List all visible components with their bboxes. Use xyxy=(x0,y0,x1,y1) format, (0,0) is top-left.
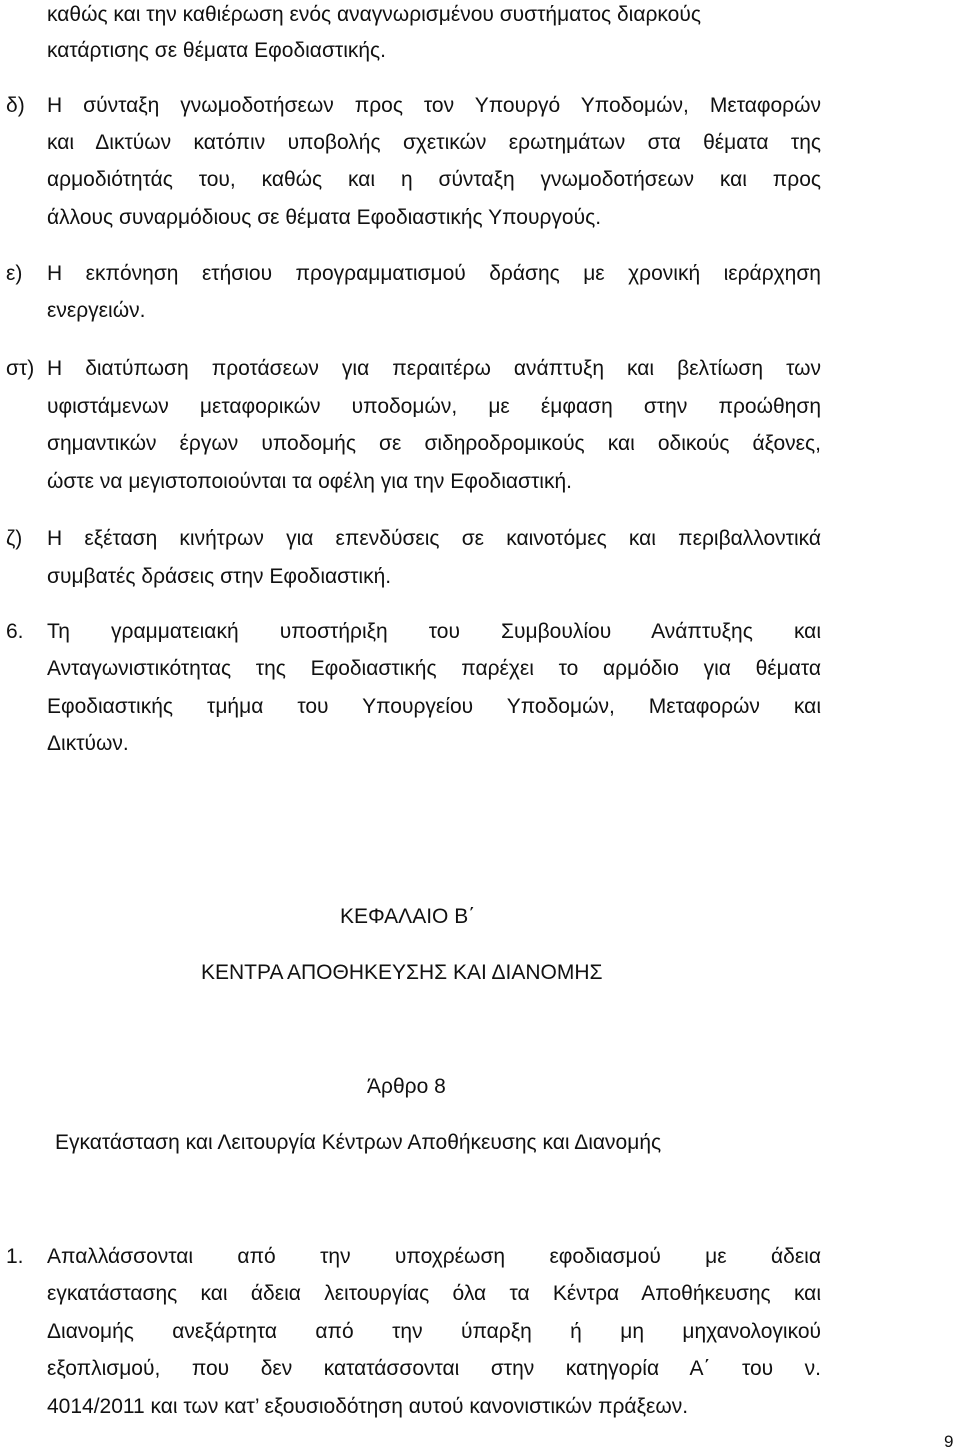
text-line: Η διατύπωση προτάσεων για περαιτέρω ανάπτυξη και βελτίωση των xyxy=(47,357,821,380)
text-line: άλλους συναρμόδιους σε θέματα Εφοδιαστικής Υπουργούς. xyxy=(47,206,602,229)
text-line: Ανταγωνιστικότητας της Εφοδιαστικής παρέχει το αρμόδιο για θέματα xyxy=(47,657,821,680)
text-line: Εφοδιαστικής τμήμα του Υπουργείου Υποδομών, Μεταφορών και xyxy=(47,695,821,718)
page-number: 9 xyxy=(944,1432,954,1451)
text-line: Η εξέταση κινήτρων για επενδύσεις σε καινοτόμες και περιβαλλοντικά xyxy=(47,527,821,550)
text-line: Τη γραμματειακή υποστήριξη του Συμβουλίου Ανάπτυξης και xyxy=(47,620,821,643)
list-label: ζ) xyxy=(6,527,23,550)
text-line: 4014/2011 και των κατ’ εξουσιοδότηση αυτού κανονιστικών πράξεων. xyxy=(47,1395,689,1418)
text-line: υφιστάμενων μεταφορικών υποδομών, με έμφαση στην προώθηση xyxy=(47,395,821,418)
text-line: εξοπλισμού, που δεν κατατάσσονται στην κατηγορία Α΄ του ν. xyxy=(47,1357,821,1380)
list-label: δ) xyxy=(6,94,25,117)
text-line: συμβατές δράσεις στην Εφοδιαστική. xyxy=(47,565,392,588)
text-line: σημαντικών έργων υποδομής σε σιδηροδρομικούς και οδικούς άξονες, xyxy=(47,432,821,455)
text-line: αρμοδιότητάς του, καθώς και η σύνταξη γνωμοδοτήσεων και προς xyxy=(47,168,821,191)
text-line: Δικτύων. xyxy=(47,732,129,755)
paragraph-number: 6. xyxy=(6,620,24,643)
article-heading: Άρθρο 8 xyxy=(367,1075,446,1098)
list-label: ε) xyxy=(6,262,23,285)
article-title: Εγκατάσταση και Λειτουργία Κέντρων Αποθήκευσης και Διανομής xyxy=(55,1131,662,1154)
paragraph-number: 1. xyxy=(6,1245,24,1268)
text-line: ώστε να μεγιστοποιούνται τα οφέλη για την Εφοδιαστική. xyxy=(47,470,572,493)
text-line: Διανομής ανεξάρτητα από την ύπαρξη ή μη μηχανολογικού xyxy=(47,1320,821,1343)
text-line: ενεργειών. xyxy=(47,299,146,322)
text-line: και Δικτύων κατόπιν υποβολής σχετικών ερωτημάτων στα θέματα της xyxy=(47,131,821,154)
chapter-title: ΚΕΝΤΡΑ ΑΠΟΘΗΚΕΥΣΗΣ ΚΑΙ ΔΙΑΝΟΜΗΣ xyxy=(201,961,603,984)
chapter-heading: ΚΕΦΑΛΑΙΟ Β΄ xyxy=(340,905,476,928)
text-line: Η εκπόνηση ετήσιου προγραμματισμού δράσης με χρονική ιεράρχηση xyxy=(47,262,821,285)
text-line: κατάρτισης σε θέματα Εφοδιαστικής. xyxy=(47,39,386,62)
text-line: καθώς και την καθιέρωση ενός αναγνωρισμένου συστήματος διαρκούς xyxy=(47,3,701,26)
list-label: στ) xyxy=(6,357,35,380)
text-line: Απαλλάσσονται από την υποχρέωση εφοδιασμού με άδεια xyxy=(47,1245,821,1268)
text-line: Η σύνταξη γνωμοδοτήσεων προς τον Υπουργό Υποδομών, Μεταφορών xyxy=(47,94,821,117)
text-line: εγκατάστασης και άδεια λειτουργίας όλα τα Κέντρα Αποθήκευσης και xyxy=(47,1282,821,1305)
